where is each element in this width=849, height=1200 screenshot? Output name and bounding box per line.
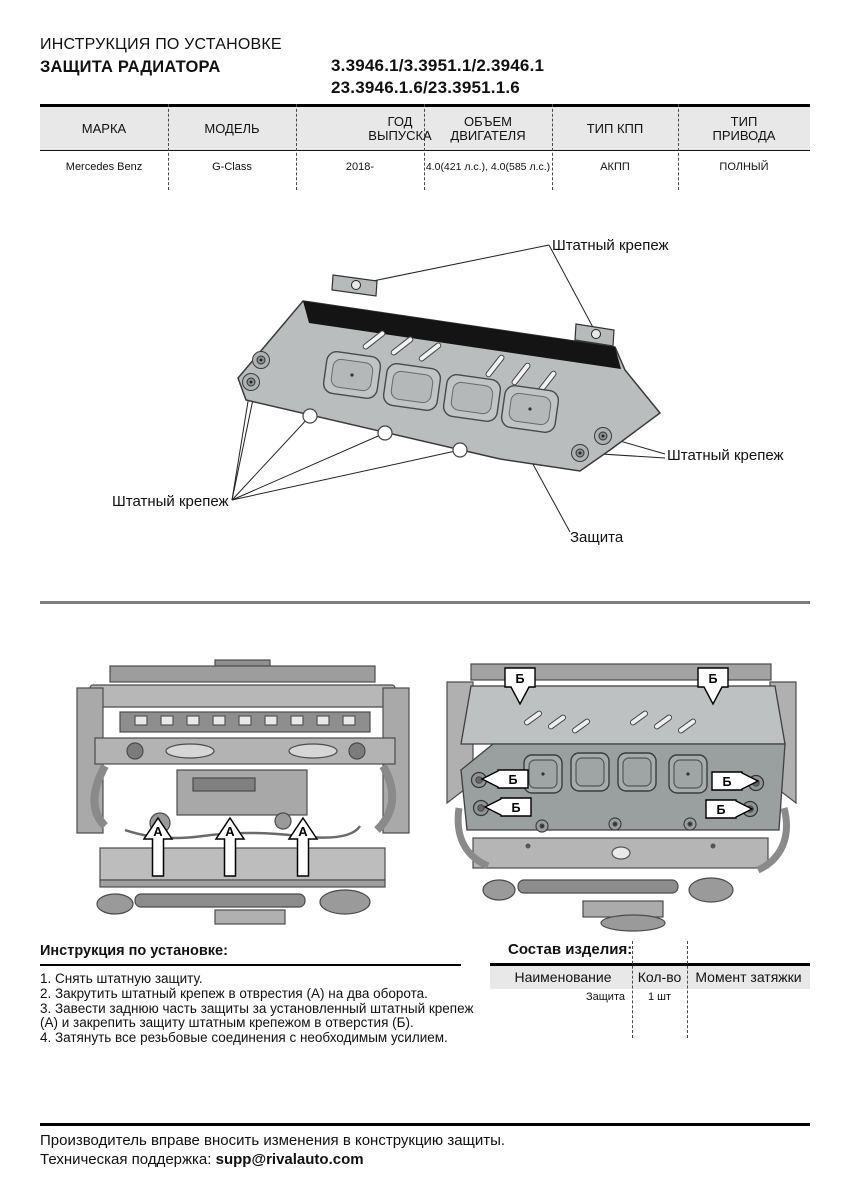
contents-col-torque: Момент затяжки bbox=[695, 969, 802, 985]
doc-type-title: ИНСТРУКЦИЯ ПО УСТАНОВКЕ bbox=[40, 36, 282, 53]
photo-stock-underbody bbox=[65, 658, 420, 930]
tab-hole bbox=[592, 330, 601, 339]
col-header-model: МОДЕЛЬ bbox=[204, 121, 260, 136]
arrow-a-label: А bbox=[298, 824, 308, 839]
arrow-b-label: Б bbox=[716, 803, 726, 817]
instructions-steps bbox=[40, 972, 495, 1046]
label-fastener-top: Штатный крепеж bbox=[552, 237, 669, 254]
arrow-b-label: Б bbox=[515, 672, 525, 686]
instruction-step: 3. Завести заднюю часть защиты за установленный штатный крепеж (А) и закрепить защиту штатным крепежом в отверстия (Б). bbox=[40, 1000, 474, 1031]
contents-cell-qty: 1 шт bbox=[647, 991, 672, 1003]
instruction-step: 4. Затянуть все резьбовые соединения с необходимым усилием. bbox=[40, 1030, 448, 1046]
col-header-brand: МАРКА bbox=[81, 121, 127, 136]
cell-year: 2018- bbox=[345, 161, 375, 173]
instructions-underline bbox=[40, 964, 461, 966]
arrow-b-label: Б bbox=[708, 672, 718, 686]
footer-disclaimer: Производитель вправе вносить изменения в конструкцию защиты. bbox=[40, 1132, 506, 1149]
part-numbers-line2: 23.3946.1.6/23.3951.1.6 bbox=[331, 78, 520, 97]
contents-cell-torque bbox=[687, 989, 810, 1005]
contents-col-name: Наименование bbox=[514, 969, 612, 985]
arrow-b-label: Б bbox=[508, 773, 518, 787]
arrow-b-label: Б bbox=[511, 801, 521, 815]
cell-drive: ПОЛНЫЙ bbox=[719, 161, 769, 173]
instruction-step: 2. Закрутить штатный крепеж в отврестия (А) на два оборота. bbox=[40, 985, 428, 1001]
cell-brand: Mercedes Benz bbox=[65, 161, 143, 173]
contents-title: Состав изделия: bbox=[508, 941, 633, 958]
photo-installed-guard bbox=[443, 658, 800, 935]
label-guard: Защита bbox=[570, 529, 624, 546]
tab-hole bbox=[352, 281, 361, 290]
instruction-step: 1. Снять штатную защиту. bbox=[40, 971, 203, 986]
cell-engine: 4.0(421 л.с.), 4.0(585 л.с.) bbox=[425, 161, 551, 173]
col-header-engine: ОБЪЕМ ДВИГАТЕЛЯ bbox=[450, 114, 526, 143]
contents-col-qty: Кол-во bbox=[637, 969, 682, 985]
arrow-a-label: А bbox=[225, 824, 235, 839]
part-numbers-line1: 3.3946.1/3.3951.1/2.3946.1 bbox=[331, 56, 545, 75]
section-divider bbox=[40, 601, 810, 604]
footer-divider bbox=[40, 1123, 810, 1126]
col-header-gearbox: ТИП КПП bbox=[586, 121, 644, 136]
vehicle-table bbox=[40, 104, 810, 190]
support-email: supp@rivalauto.com bbox=[215, 1151, 364, 1168]
cell-gearbox: АКПП bbox=[600, 161, 630, 173]
label-fastener-right: Штатный крепеж bbox=[667, 447, 784, 464]
support-label: Техническая поддержка: bbox=[40, 1151, 216, 1168]
col-header-year: ГОД ВЫПУСКА bbox=[368, 114, 432, 143]
arrow-b-label: Б bbox=[722, 775, 732, 789]
footer-support bbox=[40, 1151, 364, 1168]
arrow-a-label: А bbox=[153, 824, 163, 839]
instructions-title: Инструкция по установке: bbox=[40, 943, 228, 959]
col-header-drive: ТИП ПРИВОДА bbox=[712, 114, 776, 143]
product-title: ЗАЩИТА РАДИАТОРА bbox=[40, 58, 221, 76]
cell-model: G-Class bbox=[212, 161, 252, 173]
contents-cell-name: Защита bbox=[586, 991, 625, 1003]
label-fastener-left: Штатный крепеж bbox=[112, 493, 229, 510]
